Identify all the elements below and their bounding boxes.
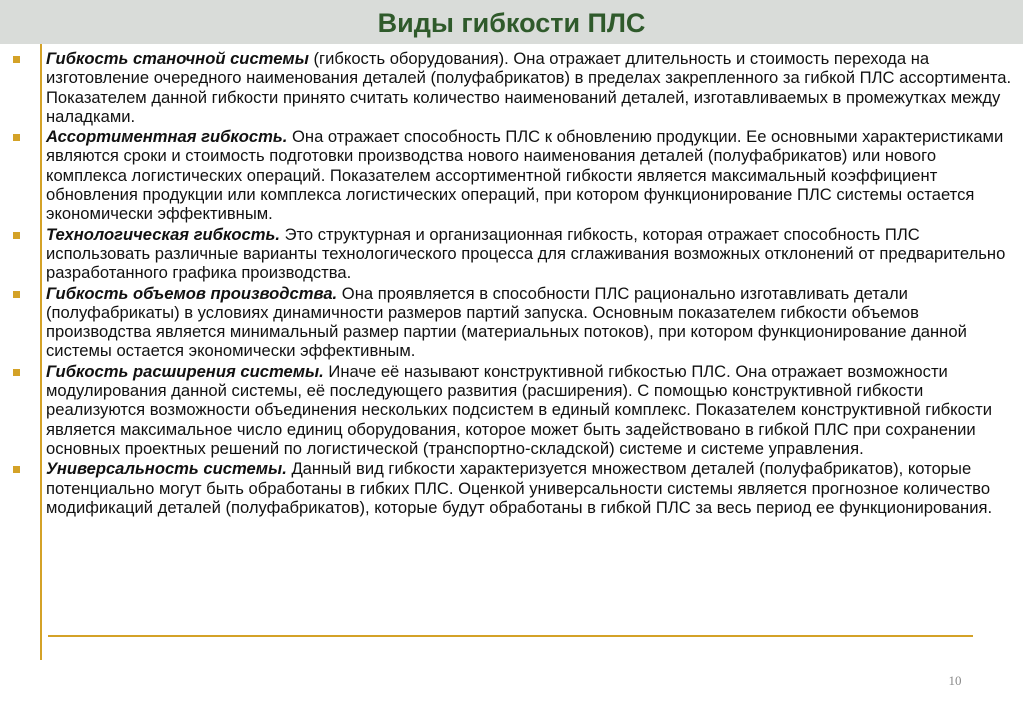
list-item-text — [46, 459, 1015, 517]
list-item-description: Она проявляется в способности ПЛС рационально изготавливать детали (полуфабрикаты) в условиях динамичности размеров партий запуска. Основным показателем гибкости объемов производства является минимальный размер партии (материальных потоков), при котором функционирование данной системы остается экономически эффективным. — [46, 283, 967, 361]
list-item — [0, 127, 1023, 223]
list-item — [0, 284, 1023, 361]
list-item-term: Гибкость расширения системы. — [46, 361, 324, 381]
list-item — [0, 49, 1023, 126]
list-item-text — [46, 362, 1015, 458]
slide-title: Виды гибкости ПЛС — [377, 8, 646, 38]
list-item — [0, 459, 1023, 517]
bullet-list — [0, 49, 1023, 518]
list-item-term: Универсальность системы. — [46, 459, 287, 479]
page-number: 10 — [948, 673, 962, 688]
list-item-term: Гибкость станочной системы — [46, 49, 309, 68]
bullet-square-icon — [13, 369, 20, 376]
list-item-text — [46, 49, 1015, 126]
bullet-square-icon — [13, 291, 20, 298]
list-item-description: Данный вид гибкости характеризуется множеством деталей (полуфабрикатов), которые потенциально могут быть обработаны в гибких ПЛС. Оценкой универсальности системы является прогнозное количество модификаций деталей (полуфабрикатов), которые будут обработаны в гибкой ПЛС за весь период ее функционирования. — [46, 459, 993, 517]
list-item-text — [46, 225, 1015, 283]
list-item-description: (гибкость оборудования). Она отражает длительность и стоимость перехода на изготовление очередного наименования деталей (полуфабрикатов) в пределах закрепленного за гибкой ПЛС ассортимента. Показателем данной гибкости принято считать количество наименований деталей, изготавливаемых в промежутках между наладками. — [46, 49, 1012, 126]
bullet-square-icon — [13, 56, 20, 63]
list-item-term: Технологическая гибкость. — [46, 224, 280, 244]
list-item-text — [46, 284, 1015, 361]
list-item-term: Гибкость объемов производства. — [46, 283, 338, 303]
list-item-description: Иначе её называют конструктивной гибкостью ПЛС. Она отражает возможности модулирования данной системы, её последующего развития (расширения). С помощью конструктивной гибкости реализуются возможности объединения нескольких подсистем в единый комплекс. Показателем конструктивной гибкости является максимальное число единиц оборудования, которое может быть задействовано в гибкой ПЛС при сохранении основных проектных решений по логистической (транспортно-складской) системе и системе управления. — [46, 361, 992, 458]
bullet-square-icon — [13, 232, 20, 239]
bullet-square-icon — [13, 466, 20, 473]
list-item-description: Это структурная и организационная гибкость, которая отражает способность ПЛС использовать различные варианты технологического процесса для сглаживания возможных отклонений от предварительно разработанного графика производства. — [46, 224, 1006, 283]
list-item — [0, 362, 1023, 458]
bullet-square-icon — [13, 134, 20, 141]
list-item-description: Она отражает способность ПЛС к обновлению продукции. Ее основными характеристиками являются сроки и стоимость подготовки производства нового наименования деталей (полуфабрикатов) или нового комплекса логистических операций. Показателем ассортиментной гибкости является максимальный коэффициент обновления продукции или комплекса логистических операций, при котором функционирование ПЛС системы остается экономически эффективным. — [46, 127, 1004, 224]
horizontal-accent-line — [48, 635, 973, 637]
list-item-text — [46, 127, 1015, 223]
title-bar — [0, 0, 1023, 44]
list-item — [0, 225, 1023, 283]
list-item-term: Ассортиментная гибкость. — [46, 127, 288, 147]
